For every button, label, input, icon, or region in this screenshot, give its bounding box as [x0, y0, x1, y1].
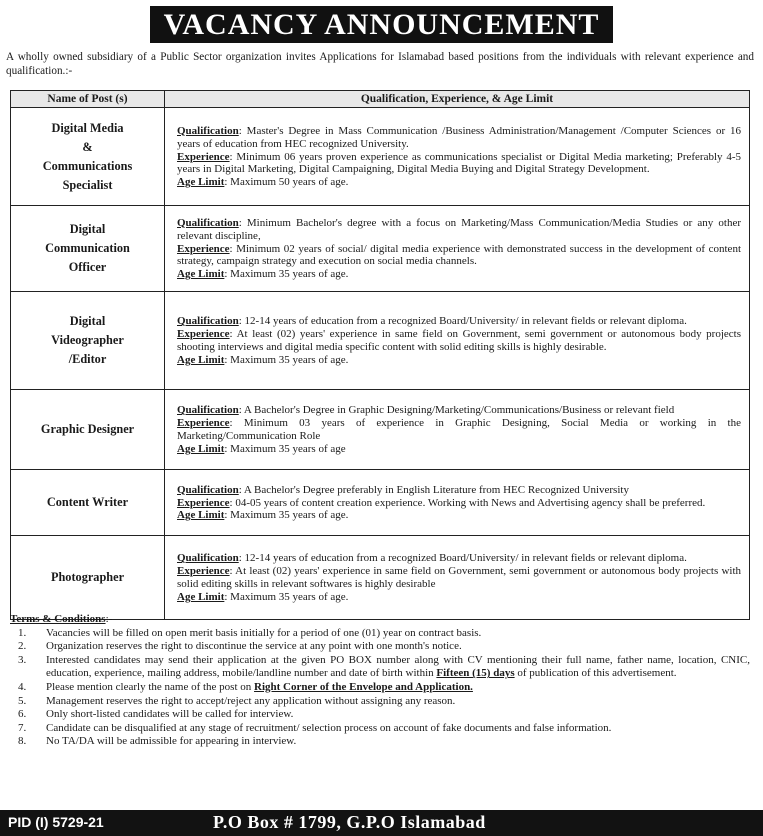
post-details — [165, 206, 750, 292]
term-text-before: Please mention clearly the name of the post on — [46, 680, 255, 693]
term-number: 5. — [18, 694, 27, 707]
age-line — [177, 591, 741, 604]
post-name-line: /Editor — [68, 352, 107, 366]
qualification-text: : 12-14 years of education from a recognized Board/University/ in relevant fields or relevant diploma. — [238, 552, 687, 565]
age-text: : Maximum 35 years of age. — [224, 268, 349, 281]
post-name-line: Digital — [69, 314, 106, 328]
term-number: 6. — [18, 708, 27, 721]
term-text — [46, 654, 750, 681]
qualification-text: : A Bachelor's Degree in Graphic Designing/Marketing/Communications/Business or relevant field — [238, 404, 675, 417]
experience-label: Experience — [177, 496, 230, 509]
term-number: 2. — [18, 640, 27, 653]
age-text: : Maximum 35 years of age — [224, 442, 346, 455]
age-text: : Maximum 50 years of age. — [224, 176, 349, 189]
age-label: Age Limit — [177, 590, 225, 603]
experience-label: Experience — [177, 328, 230, 341]
age-label: Age Limit — [177, 353, 225, 366]
qualification-line — [177, 125, 741, 151]
pid-number: PID (I) 5729-21 — [8, 814, 104, 830]
experience-text: : Minimum 06 years proven experience as communications specialist or Digital Media marketing; Preferably 4-5 years in Digital Marketing, Digital Campaigning, Digital Media Buying and Digital Strategy Development. — [177, 150, 741, 176]
post-name-line: Communications — [42, 158, 133, 173]
term-number: 7. — [18, 721, 27, 734]
qualification-label: Qualification — [177, 124, 239, 137]
post-details — [165, 292, 750, 390]
age-text: : Maximum 35 years of age. — [224, 590, 349, 603]
age-text: : Maximum 35 years of age. — [224, 353, 349, 366]
list-item — [10, 681, 750, 695]
age-label: Age Limit — [177, 509, 225, 522]
table-row — [11, 470, 750, 536]
term-text: Management reserves the right to accept/reject any application without assigning any reason. — [46, 694, 456, 707]
experience-line — [177, 328, 741, 354]
term-emphasis: Right Corner of the Envelope and Application. — [254, 680, 473, 693]
experience-line — [177, 497, 741, 510]
post-name — [11, 536, 165, 620]
age-text: : Maximum 35 years of age. — [224, 509, 349, 522]
table-row — [11, 390, 750, 470]
terms-section — [10, 613, 750, 749]
post-name — [11, 108, 165, 206]
experience-line — [177, 151, 741, 177]
age-label: Age Limit — [177, 268, 225, 281]
qualification-label: Qualification — [177, 552, 239, 565]
post-details — [165, 390, 750, 470]
table-row — [11, 292, 750, 390]
term-number: 1. — [18, 626, 27, 639]
table-row — [11, 536, 750, 620]
qualification-line — [177, 552, 741, 565]
qualification-label: Qualification — [177, 216, 239, 229]
list-item — [10, 735, 750, 749]
vacancy-table — [10, 90, 750, 620]
age-label: Age Limit — [177, 176, 225, 189]
qualification-line — [177, 404, 741, 417]
terms-list — [10, 627, 750, 749]
header-details: Qualification, Experience, & Age Limit — [165, 91, 750, 108]
table-header-row — [11, 91, 750, 108]
terms-title-suffix: :- — [105, 613, 113, 625]
post-name-line: & — [82, 139, 93, 154]
post-name — [11, 470, 165, 536]
qualification-text: : 12-14 years of education from a recognized Board/University/ in relevant fields or relevant diploma. — [238, 315, 687, 328]
post-name-line: Photographer — [50, 570, 125, 584]
experience-text: : Minimum 03 years of experience in Graphic Designing, Social Media or working in the Marketing/Communication Role — [177, 417, 741, 442]
post-name-line: Videographer — [51, 333, 124, 347]
experience-line — [177, 565, 741, 591]
experience-text: : At least (02) years' experience in same field on Government, semi government or autonomous body projects with solid editing skills in relevant softwares is highly desirable — [177, 565, 741, 590]
post-name-line: Communication — [45, 241, 130, 255]
footer-bar — [0, 810, 763, 836]
experience-text: : At least (02) years' experience in same field on Government, semi government or autonomous body projects shooting interviews and digital media specific content with solid editing skills is highly desirable. — [177, 328, 741, 353]
term-number: 4. — [18, 680, 27, 693]
experience-line — [177, 417, 741, 443]
qualification-text: : Master's Degree in Mass Communication /Business Administration/Management /Computer Sciences or 16 years of education from HEC recognized University. — [177, 124, 741, 150]
age-line — [177, 354, 741, 367]
term-text-after: of publication of this advertisement. — [514, 667, 677, 680]
experience-line — [177, 243, 741, 269]
terms-title: Terms & Conditions — [10, 613, 106, 625]
terms-heading — [10, 613, 750, 627]
intro-paragraph: A wholly owned subsidiary of a Public Sector organization invites Applications for Islamabad based positions from the individuals with relevant experience and qualification.:- — [6, 51, 754, 77]
list-item — [10, 708, 750, 722]
qualification-line — [177, 315, 741, 328]
post-details — [165, 536, 750, 620]
list-item — [10, 640, 750, 654]
term-number: 8. — [18, 735, 27, 748]
experience-text: : Minimum 02 years of social/ digital media experience with demonstrated success in the development of content strategy, campaign strategy and execution on social media channels. — [177, 242, 741, 268]
age-line — [177, 176, 741, 189]
post-name-line: Officer — [68, 260, 107, 274]
qualification-line — [177, 484, 741, 497]
qualification-text: : Minimum Bachelor's degree with a focus on Marketing/Mass Communication/Media Studies or any other relevant discipline, — [177, 216, 741, 242]
term-text: Organization reserves the right to discontinue the service at any point with one month's notice. — [46, 640, 462, 653]
qualification-label: Qualification — [177, 404, 239, 417]
age-line — [177, 443, 741, 456]
post-details — [165, 470, 750, 536]
list-item — [10, 722, 750, 736]
post-name — [11, 292, 165, 390]
post-details — [165, 108, 750, 206]
list-item — [10, 695, 750, 709]
experience-label: Experience — [177, 150, 230, 163]
post-name-line: Digital Media — [51, 120, 124, 135]
list-item — [10, 654, 750, 681]
age-line — [177, 509, 741, 522]
qualification-text: : A Bachelor's Degree preferably in English Literature from HEC Recognized University — [238, 483, 629, 496]
table-row — [11, 108, 750, 206]
post-name-line: Specialist — [62, 177, 113, 192]
term-text: Candidate can be disqualified at any stage of recruitment/ selection process on account of fake documents and false information. — [46, 721, 612, 734]
experience-label: Experience — [177, 417, 230, 430]
term-emphasis: Fifteen (15) days — [436, 667, 515, 680]
title-bar — [0, 6, 763, 43]
post-name-line: Digital — [69, 222, 106, 236]
table-row — [11, 206, 750, 292]
post-name — [11, 390, 165, 470]
term-text: No TA/DA will be admissible for appearing in interview. — [46, 735, 297, 748]
post-name-line: Content Writer — [46, 495, 129, 509]
experience-label: Experience — [177, 565, 230, 578]
term-text-before: Interested candidates may send their application at the given PO BOX number along with CV mentioning their full name, father name, location, CNIC, education, experience, mailing address, mobile/landline number and date of birth within — [46, 653, 750, 680]
term-text: Vacancies will be filled on open merit basis initially for a period of one (01) year on contract basis. — [46, 626, 482, 639]
experience-label: Experience — [177, 242, 230, 255]
age-line — [177, 268, 741, 281]
term-text — [46, 681, 750, 695]
term-number: 3. — [18, 653, 27, 666]
page-title: VACANCY ANNOUNCEMENT — [150, 6, 614, 43]
term-text: Only short-listed candidates will be called for interview. — [46, 708, 294, 721]
qualification-label: Qualification — [177, 315, 239, 328]
post-name — [11, 206, 165, 292]
experience-text: : 04-05 years of content creation experience. Working with News and Advertising agency shall be preferred. — [229, 496, 706, 509]
qualification-label: Qualification — [177, 483, 239, 496]
qualification-line — [177, 217, 741, 243]
po-box-address: P.O Box # 1799, G.P.O Islamabad — [213, 812, 486, 832]
list-item — [10, 627, 750, 641]
age-label: Age Limit — [177, 442, 225, 455]
header-post-name: Name of Post (s) — [11, 91, 165, 108]
post-name-line: Graphic Designer — [40, 422, 135, 436]
